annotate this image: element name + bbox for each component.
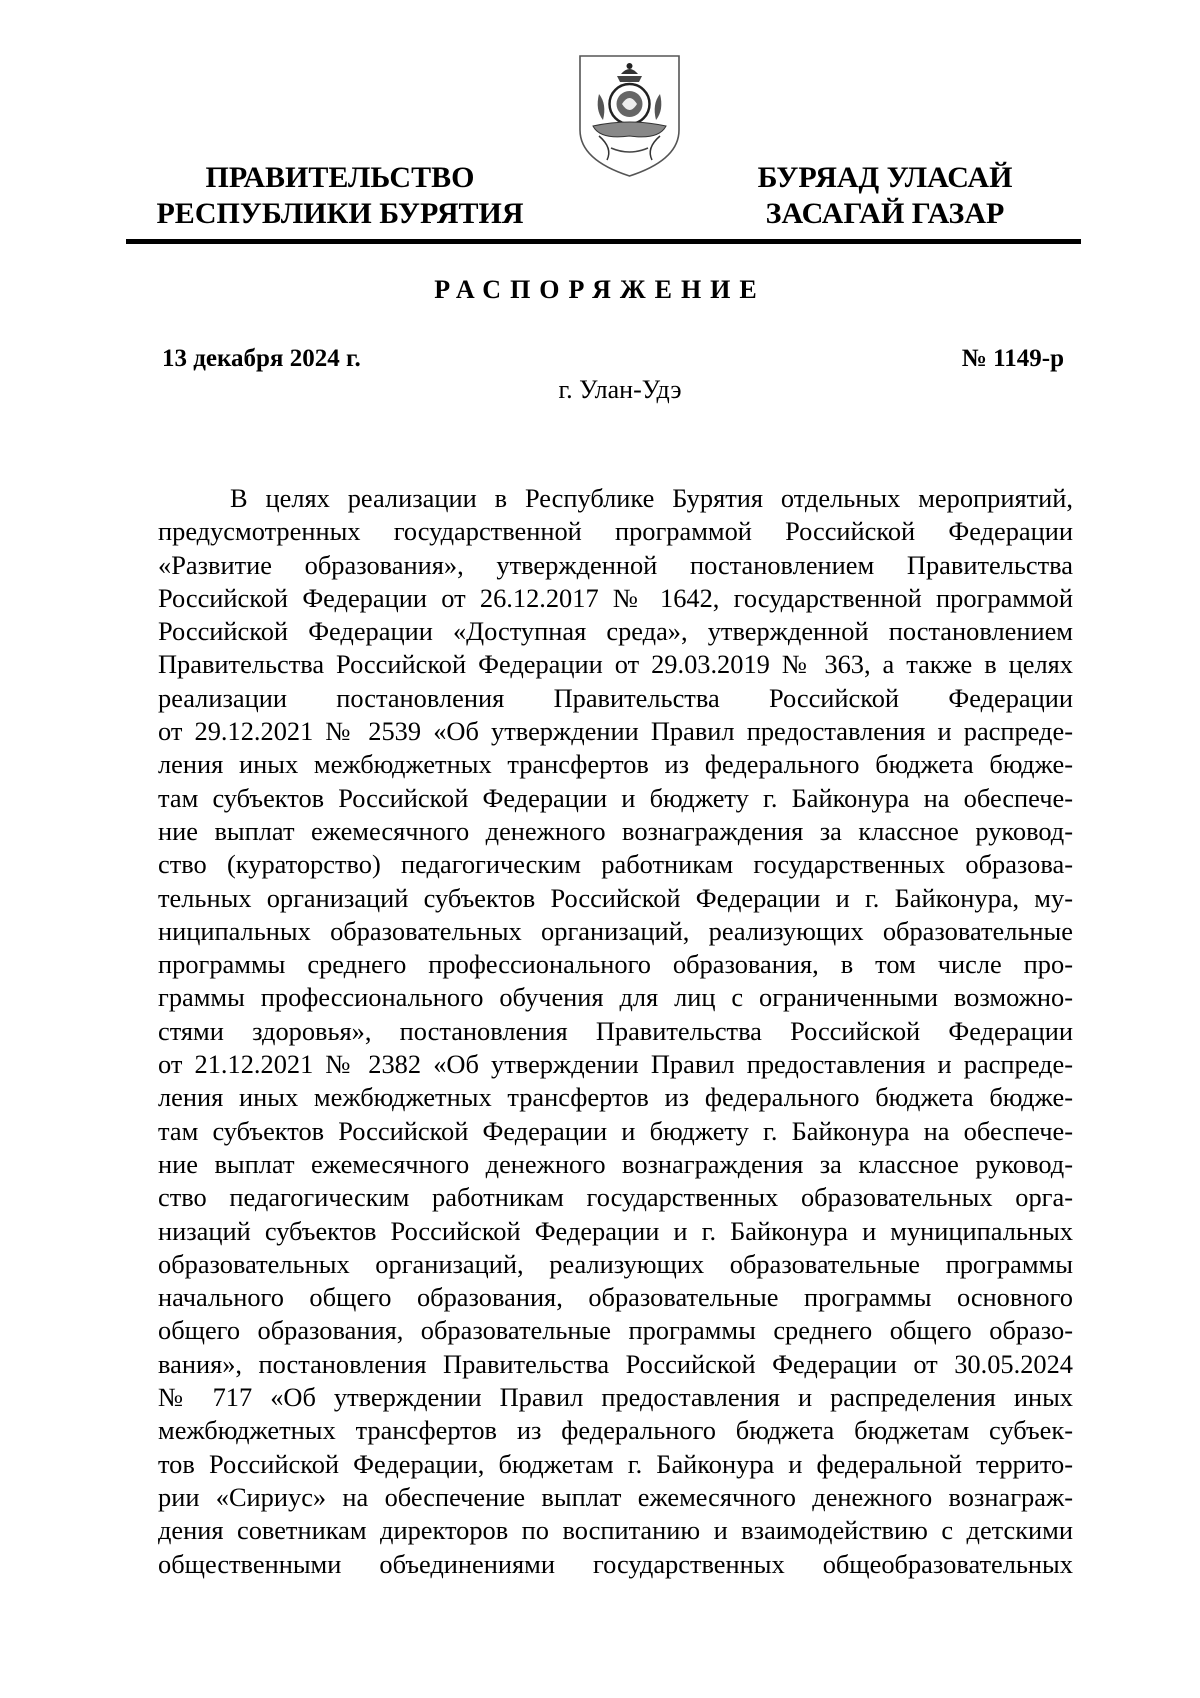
body-line: общего образования, образовательные программы среднего общего образо-: [158, 1315, 1073, 1346]
body-line: предусмотренных государственной программой Российской Федерации: [158, 516, 1073, 547]
body-line: межбюджетных трансфертов из федерального бюджета бюджетам субъек-: [158, 1415, 1073, 1446]
org-name-buryat-line-2: ЗАСАГАЙ ГАЗАР: [765, 197, 1005, 230]
document-body: [158, 482, 1073, 1581]
body-line: № 717 «Об утверждении Правил предоставления и распределения иных: [158, 1382, 1073, 1413]
body-line: начального общего образования, образовательные программы основного: [158, 1282, 1073, 1313]
body-line: ниципальных образовательных организаций, реализующих образовательные: [158, 915, 1073, 946]
org-name-russian: [150, 160, 530, 232]
body-line: Правительства Российской Федерации от 29.03.2019 № 363, а также в целях: [158, 649, 1073, 680]
body-line: ления иных межбюджетных трансфертов из федерального бюджета бюдже-: [158, 1082, 1073, 1113]
body-line: Российской Федерации «Доступная среда», утвержденной постановлением: [158, 616, 1073, 647]
body-line: тов Российской Федерации, бюджетам г. Байконура и федеральной террито-: [158, 1448, 1073, 1479]
org-name-buryat: [735, 160, 1035, 232]
document-city: г. Улан-Удэ: [558, 375, 682, 404]
body-line: рии «Сириус» на обеспечение выплат ежемесячного денежного вознаграж-: [158, 1481, 1073, 1512]
body-line: от 29.12.2021 № 2539 «Об утверждении Правил предоставления и распреде-: [158, 716, 1073, 747]
body-line: стями здоровья», постановления Правительства Российской Федерации: [158, 1015, 1073, 1046]
body-line: от 21.12.2021 № 2382 «Об утверждении Правил предоставления и распреде-: [158, 1049, 1073, 1080]
body-line: образовательных организаций, реализующих образовательные программы: [158, 1248, 1073, 1279]
coat-of-arms-icon: [577, 52, 682, 178]
body-line: там субъектов Российской Федерации и бюджету г. Байконура на обеспече-: [158, 782, 1073, 813]
body-line: В целях реализации в Республике Бурятия отдельных мероприятий,: [230, 483, 1073, 513]
body-line: вания», постановления Правительства Российской Федерации от 30.05.2024: [158, 1348, 1073, 1379]
org-name-russian-line-1: ПРАВИТЕЛЬСТВО: [205, 161, 475, 194]
body-line: дения советникам директоров по воспитанию и взаимодействию с детскими: [158, 1515, 1073, 1546]
document-number: № 1149-р: [961, 345, 1064, 372]
body-line: низаций субъектов Российской Федерации и г. Байконура и муниципальных: [158, 1215, 1073, 1246]
body-line: общественными объединениями государственных общеобразовательных: [158, 1548, 1073, 1579]
body-line: там субъектов Российской Федерации и бюджету г. Байконура на обеспече-: [158, 1115, 1073, 1146]
body-line: тельных организаций субъектов Российской Федерации и г. Байконура, му-: [158, 882, 1073, 913]
body-line: ство (кураторство) педагогическим работникам государственных образова-: [158, 849, 1073, 880]
document-type-title: РАСПОРЯЖЕНИЕ: [434, 275, 766, 304]
org-name-russian-line-2: РЕСПУБЛИКИ БУРЯТИЯ: [156, 197, 524, 230]
document-date: 13 декабря 2024 г.: [162, 345, 361, 372]
body-line: ние выплат ежемесячного денежного вознаграждения за классное руковод-: [158, 1148, 1073, 1179]
body-line: Российской Федерации от 26.12.2017 № 1642, государственной программой: [158, 582, 1073, 613]
body-line: ления иных межбюджетных трансфертов из федерального бюджета бюдже-: [158, 749, 1073, 780]
header-divider: [126, 239, 1081, 244]
body-line: программы среднего профессионального образования, в том числе про-: [158, 949, 1073, 980]
body-line: «Развитие образования», утвержденной постановлением Правительства: [158, 549, 1073, 580]
body-line: ство педагогическим работникам государственных образовательных орга-: [158, 1182, 1073, 1213]
body-line: граммы профессионального обучения для лиц с ограниченными возможно-: [158, 982, 1073, 1013]
org-name-buryat-line-1: БУРЯАД УЛАСАЙ: [757, 161, 1013, 194]
body-line: ние выплат ежемесячного денежного вознаграждения за классное руковод-: [158, 815, 1073, 846]
body-line: реализации постановления Правительства Российской Федерации: [158, 682, 1073, 713]
